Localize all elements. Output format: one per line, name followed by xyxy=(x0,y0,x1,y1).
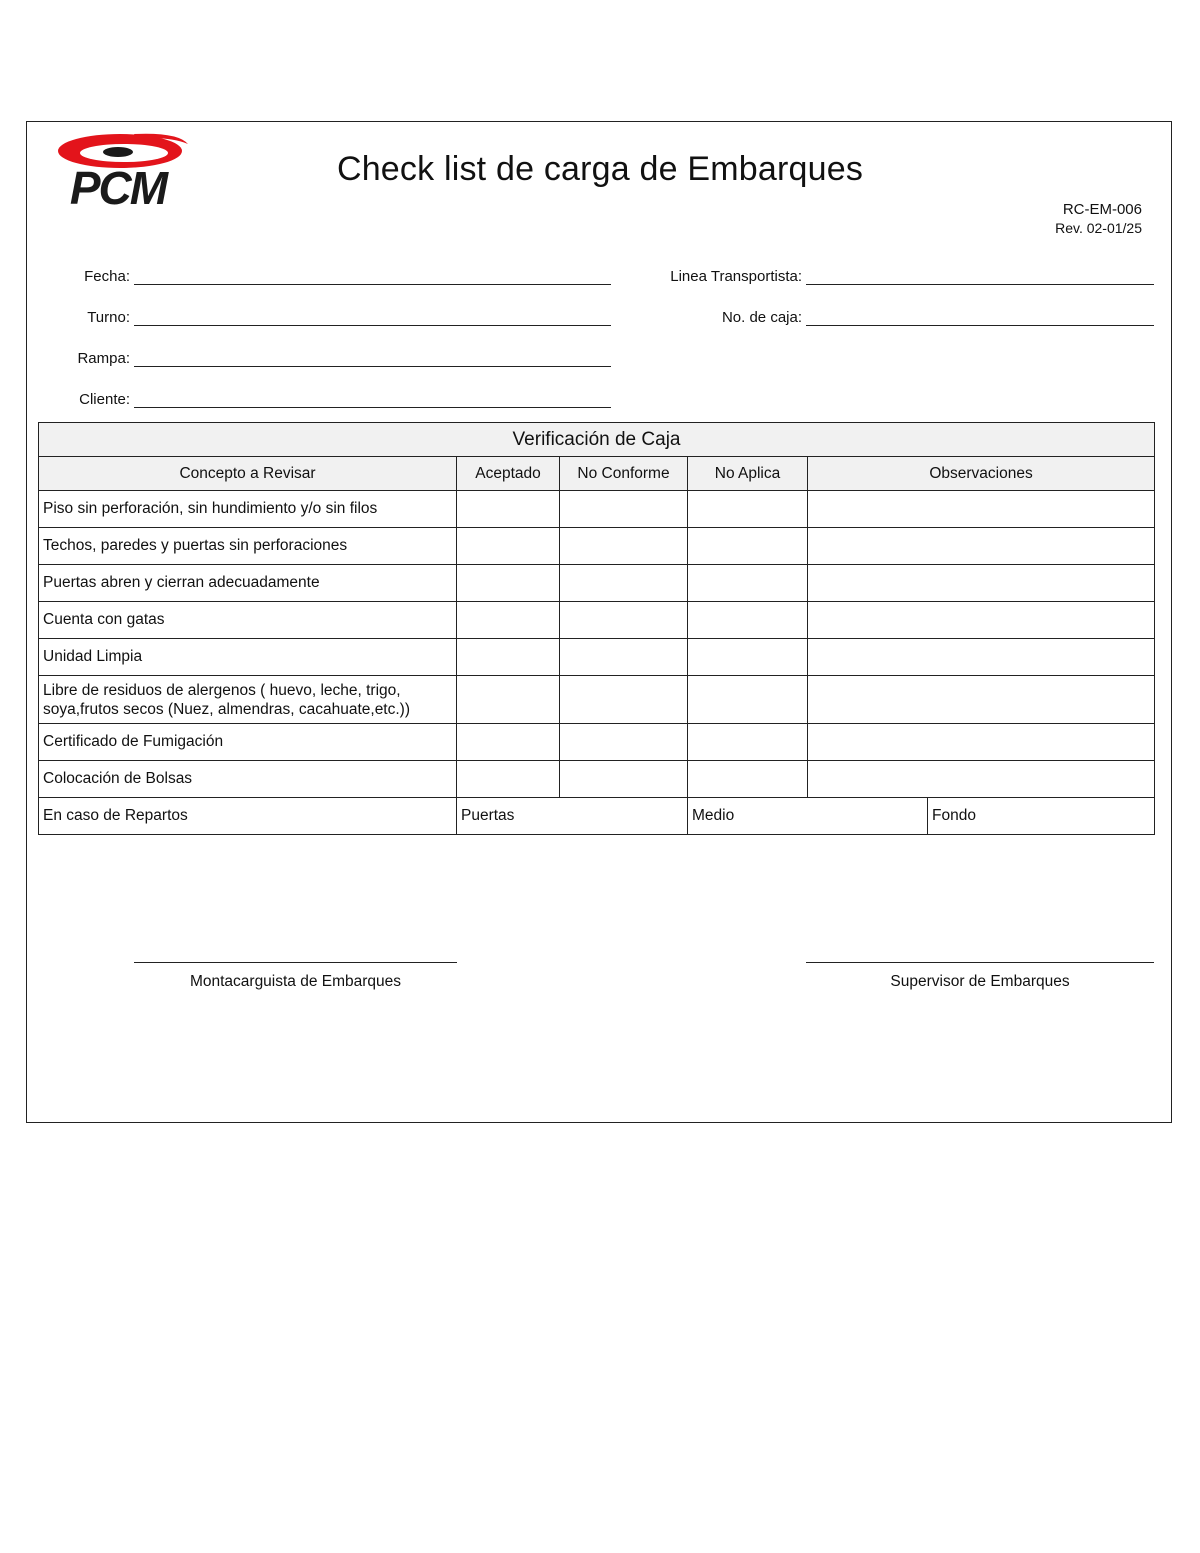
cliente-label: Cliente: xyxy=(79,391,130,408)
cell-no-conforme[interactable] xyxy=(560,528,688,565)
cell-no-conforme[interactable] xyxy=(560,761,688,798)
reparto-fondo[interactable]: Fondo xyxy=(928,798,1155,835)
table-row xyxy=(39,639,1155,676)
table-row xyxy=(39,761,1155,798)
cell-aceptado[interactable] xyxy=(457,602,560,639)
cell-no-aplica[interactable] xyxy=(688,602,808,639)
cell-no-conforme[interactable] xyxy=(560,639,688,676)
cell-no-aplica[interactable] xyxy=(688,724,808,761)
rampa-label: Rampa: xyxy=(77,350,130,367)
turno-field[interactable] xyxy=(87,300,611,326)
table-row xyxy=(39,676,1155,724)
no-caja-line xyxy=(806,325,1154,326)
reparto-medio[interactable]: Medio xyxy=(688,798,928,835)
table-row xyxy=(39,602,1155,639)
fecha-field[interactable] xyxy=(84,259,611,285)
cliente-field[interactable] xyxy=(79,382,611,408)
cell-observaciones[interactable] xyxy=(808,676,1155,724)
turno-label: Turno: xyxy=(87,309,130,326)
cell-observaciones[interactable] xyxy=(808,761,1155,798)
no-caja-label: No. de caja: xyxy=(721,309,802,326)
column-header-no-aplica: No Aplica xyxy=(688,457,808,491)
cell-no-aplica[interactable] xyxy=(688,639,808,676)
cell-no-aplica[interactable] xyxy=(688,676,808,724)
cell-observaciones[interactable] xyxy=(808,565,1155,602)
row-concept: Techos, paredes y puertas sin perforaciones xyxy=(39,528,457,565)
cell-no-aplica[interactable] xyxy=(688,565,808,602)
cell-aceptado[interactable] xyxy=(457,676,560,724)
reparto-puertas[interactable]: Puertas xyxy=(457,798,688,835)
cell-observaciones[interactable] xyxy=(808,528,1155,565)
row-concept: Libre de residuos de alergenos ( huevo, leche, trigo, soya,frutos secos (Nuez, almendras, cacahuate,etc.)) xyxy=(39,676,457,724)
document-revision: Rev. 02-01/25 xyxy=(1055,220,1142,236)
cell-no-conforme[interactable] xyxy=(560,491,688,528)
column-header-concepto: Concepto a Revisar xyxy=(39,457,457,491)
cell-observaciones[interactable] xyxy=(808,602,1155,639)
fecha-line xyxy=(134,284,611,285)
column-header-observaciones: Observaciones xyxy=(808,457,1155,491)
signature-label: Montacarguista de Embarques xyxy=(189,973,402,990)
cell-aceptado[interactable] xyxy=(457,491,560,528)
cell-no-aplica[interactable] xyxy=(688,528,808,565)
column-header-no-conforme: No Conforme xyxy=(560,457,688,491)
document-code: RC-EM-006 xyxy=(1062,201,1142,218)
turno-line xyxy=(134,325,611,326)
cell-aceptado[interactable] xyxy=(457,724,560,761)
row-concept: Puertas abren y cierran adecuadamente xyxy=(39,565,457,602)
column-header-aceptado: Aceptado xyxy=(457,457,560,491)
cell-no-conforme[interactable] xyxy=(560,676,688,724)
rampa-field[interactable] xyxy=(77,341,611,367)
logo-text: PCM xyxy=(69,162,167,208)
verification-table xyxy=(38,422,1155,835)
cell-no-aplica[interactable] xyxy=(688,761,808,798)
fecha-label: Fecha: xyxy=(84,268,130,285)
cliente-line xyxy=(134,407,611,408)
signature-label: Supervisor de Embarques xyxy=(890,973,1070,990)
signature-line xyxy=(134,962,457,963)
reparto-label: En caso de Repartos xyxy=(39,798,457,835)
cell-no-aplica[interactable] xyxy=(688,491,808,528)
linea-transportista-label: Linea Transportista: xyxy=(670,268,802,285)
cell-aceptado[interactable] xyxy=(457,528,560,565)
cell-no-conforme[interactable] xyxy=(560,565,688,602)
no-caja-field[interactable] xyxy=(721,300,1154,326)
table-row xyxy=(39,491,1155,528)
signature-line xyxy=(806,962,1154,963)
table-row xyxy=(39,724,1155,761)
table-row xyxy=(39,565,1155,602)
document-code-block xyxy=(1055,200,1142,238)
cell-observaciones[interactable] xyxy=(808,639,1155,676)
cell-aceptado[interactable] xyxy=(457,761,560,798)
rampa-line xyxy=(134,366,611,367)
table-caption: Verificación de Caja xyxy=(39,423,1155,457)
cell-no-conforme[interactable] xyxy=(560,724,688,761)
cell-aceptado[interactable] xyxy=(457,565,560,602)
row-concept: Colocación de Bolsas xyxy=(39,761,457,798)
cell-observaciones[interactable] xyxy=(808,724,1155,761)
signature-supervisor[interactable] xyxy=(806,962,1154,991)
cell-observaciones[interactable] xyxy=(808,491,1155,528)
linea-transportista-field[interactable] xyxy=(670,259,1154,285)
page-title: Check list de carga de Embarques xyxy=(336,150,864,188)
row-concept: Unidad Limpia xyxy=(39,639,457,676)
row-concept: Certificado de Fumigación xyxy=(39,724,457,761)
row-concept: Cuenta con gatas xyxy=(39,602,457,639)
signature-montacarguista[interactable] xyxy=(134,962,457,991)
table-row xyxy=(39,528,1155,565)
row-concept: Piso sin perforación, sin hundimiento y/o sin filos xyxy=(39,491,457,528)
cell-no-conforme[interactable] xyxy=(560,602,688,639)
linea-transportista-line xyxy=(806,284,1154,285)
cell-aceptado[interactable] xyxy=(457,639,560,676)
reparto-row xyxy=(39,798,1155,835)
